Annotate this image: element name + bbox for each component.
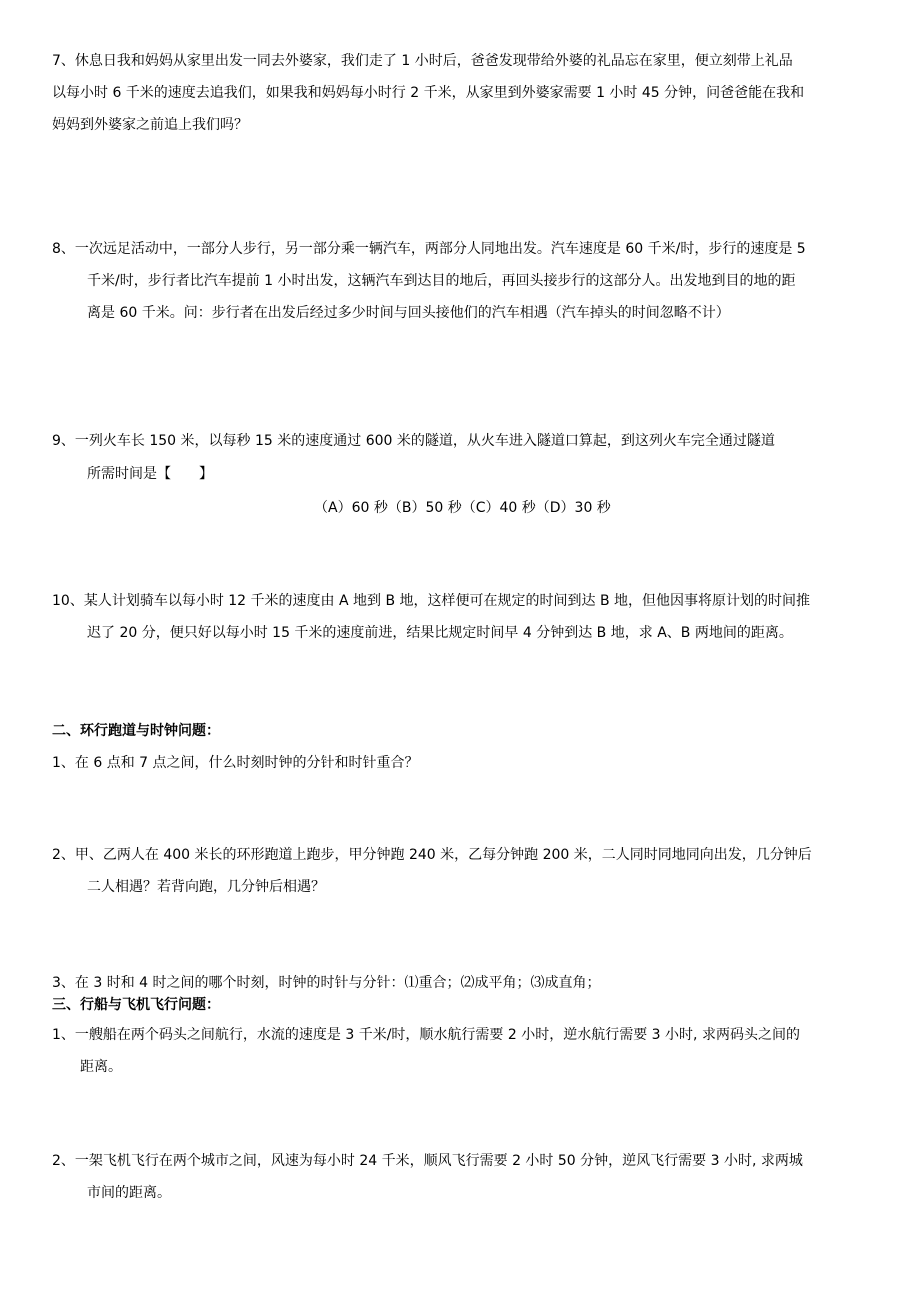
s3-q2-line-1: 2、一架飞机飞行在两个城市之间，风速为每小时 24 千米，顺风飞行需要 2 小时 50 分钟，逆风飞行需要 3 小时, 求两城 bbox=[52, 1153, 803, 1169]
s3-q1-line-1: 1、一艘船在两个码头之间航行，水流的速度是 3 千米/时，顺水航行需要 2 小时，逆水航行需要 3 小时, 求两码头之间的 bbox=[52, 1027, 800, 1043]
s3-q2-line-2: 市间的距离。 bbox=[87, 1185, 171, 1201]
s2-q2-line-1: 2、甲、乙两人在 400 米长的环形跑道上跑步，甲分钟跑 240 米，乙每分钟跑 200 米，二人同时同地同向出发，几分钟后 bbox=[52, 847, 812, 863]
q7-line-2: 以每小时 6 千米的速度去追我们，如果我和妈妈每小时行 2 千米，从家里到外婆家需要 1 小时 45 分钟，问爸爸能在我和 bbox=[52, 85, 805, 101]
section-3-heading: 三、行船与飞机飞行问题： bbox=[52, 997, 220, 1013]
section-2-heading: 二、环行跑道与时钟问题： bbox=[52, 723, 220, 739]
q8-line-3: 离是 60 千米。问：步行者在出发后经过多少时间与回头接他们的汽车相遇（汽车掉头的时间忽略不计） bbox=[87, 305, 730, 321]
q10-line-2: 迟了 20 分，便只好以每小时 15 千米的速度前进，结果比规定时间早 4 分钟到达 B 地，求 A、B 两地间的距离。 bbox=[87, 625, 793, 641]
q8-line-1: 8、一次远足活动中，一部分人步行，另一部分乘一辆汽车，两部分人同地出发。汽车速度是 60 千米/时，步行的速度是 5 bbox=[52, 241, 806, 257]
q8-line-2: 千米/时，步行者比汽车提前 1 小时出发，这辆汽车到达目的地后，再回头接步行的这部分人。出发地到目的地的距 bbox=[87, 273, 796, 289]
q9-line-2: 所需时间是【 】 bbox=[87, 466, 213, 482]
s2-q3: 3、在 3 时和 4 时之间的哪个时刻，时钟的时针与分针：⑴重合；⑵成平角；⑶成直角； bbox=[52, 975, 601, 991]
s2-q2-line-2: 二人相遇？若背向跑，几分钟后相遇？ bbox=[87, 879, 325, 895]
s3-q1-line-2: 距离。 bbox=[80, 1059, 122, 1075]
q9-line-1: 9、一列火车长 150 米，以每秒 15 米的速度通过 600 米的隧道，从火车进入隧道口算起，到这列火车完全通过隧道 bbox=[52, 433, 775, 449]
q7-line-1: 7、休息日我和妈妈从家里出发一同去外婆家，我们走了 1 小时后，爸爸发现带给外婆的礼品忘在家里，便立刻带上礼品 bbox=[52, 53, 793, 69]
q9-options: （A）60 秒（B）50 秒（C）40 秒（D）30 秒 bbox=[314, 500, 611, 516]
s2-q1: 1、在 6 点和 7 点之间，什么时刻时钟的分针和时针重合？ bbox=[52, 755, 419, 771]
q10-line-1: 10、某人计划骑车以每小时 12 千米的速度由 A 地到 B 地，这样便可在规定的时间到达 B 地，但他因事将原计划的时间推 bbox=[52, 593, 811, 609]
q7-line-3: 妈妈到外婆家之前追上我们吗？ bbox=[52, 117, 248, 133]
